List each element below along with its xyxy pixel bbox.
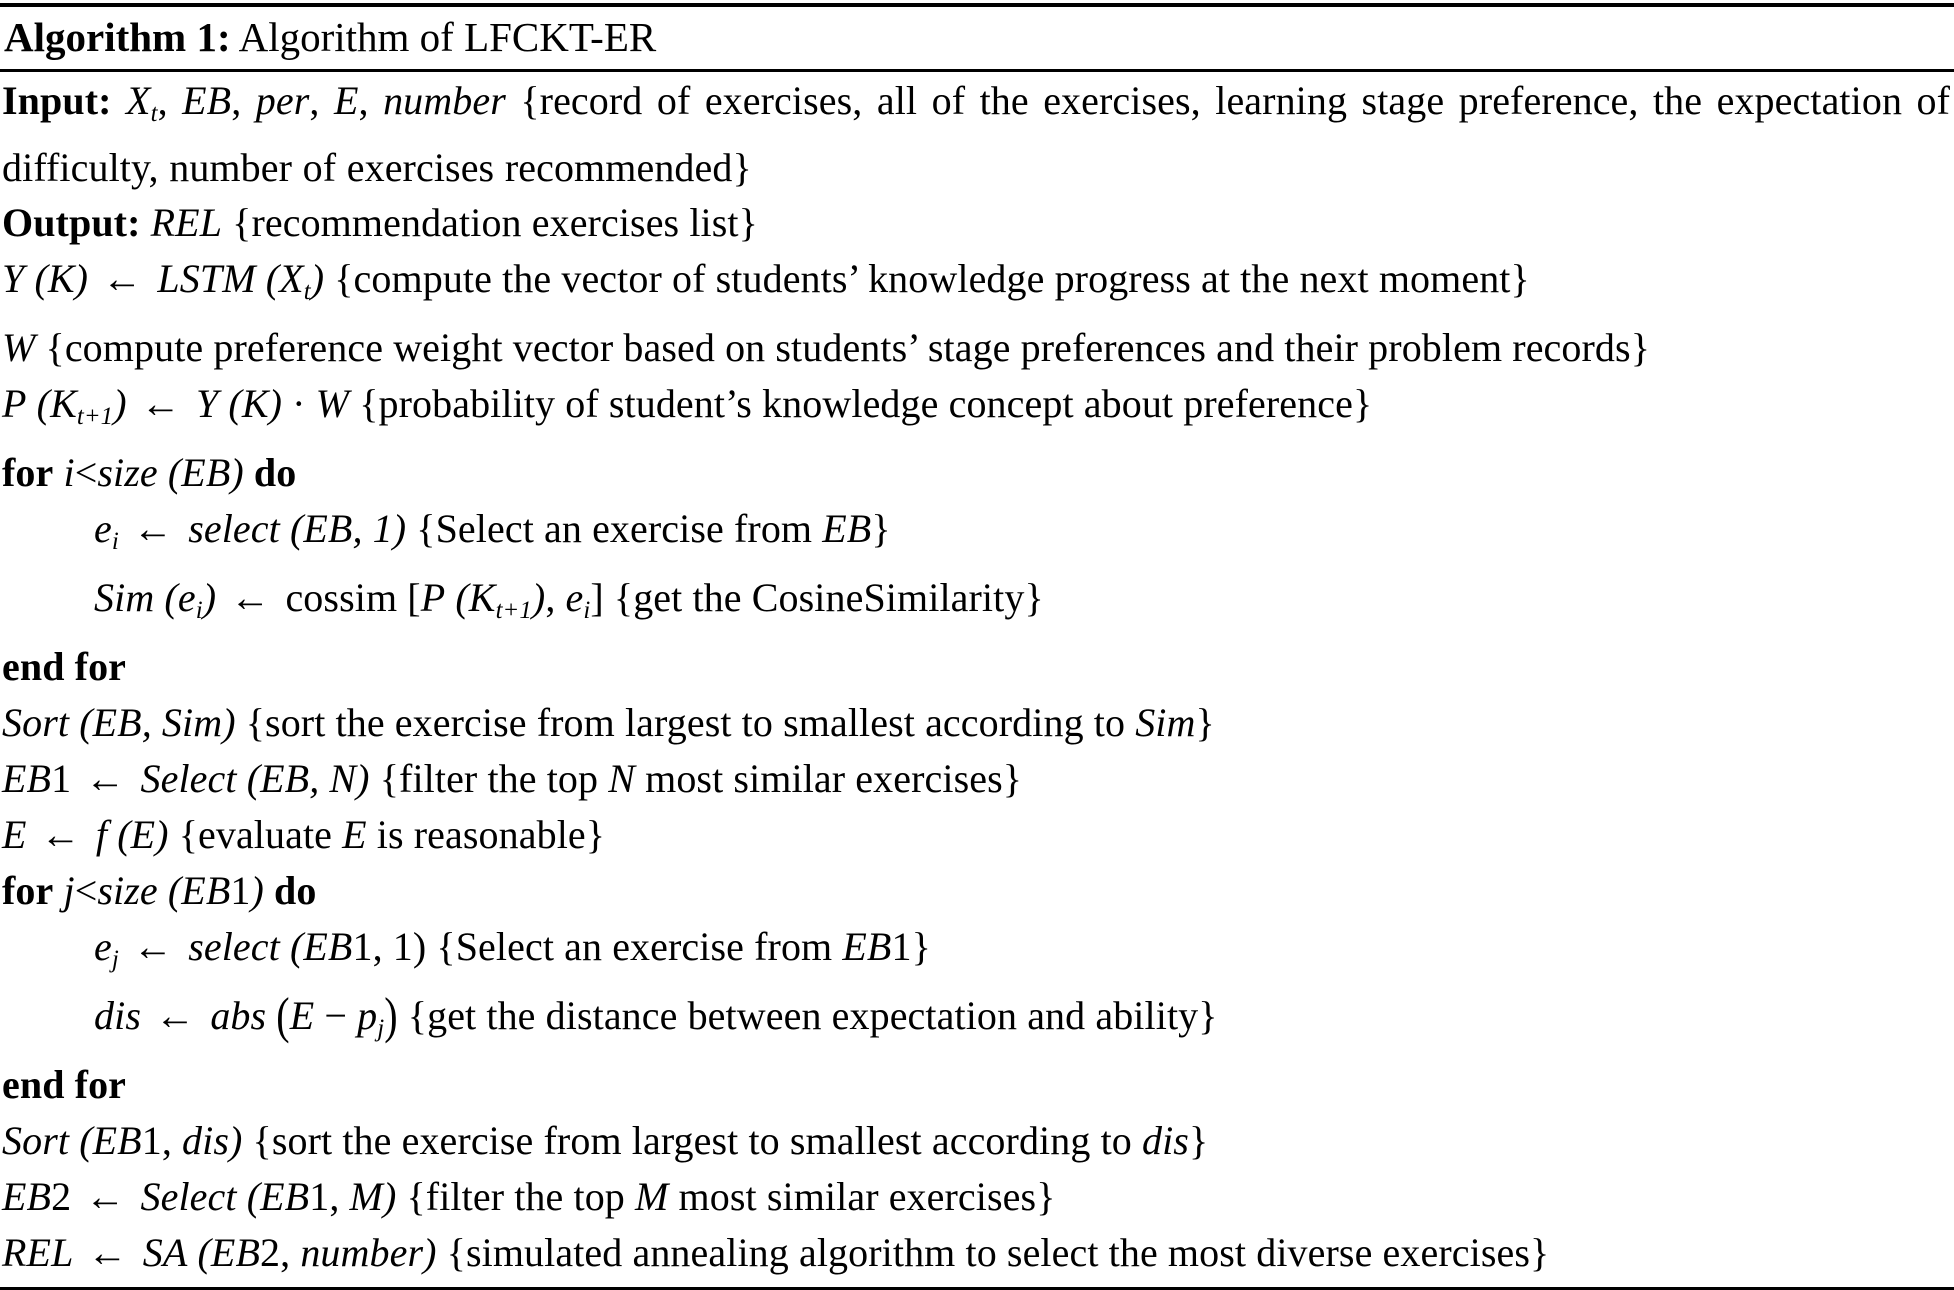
func-SA: SA	[142, 1229, 188, 1275]
numeral-1: 1	[141, 1117, 162, 1163]
var-per: per	[255, 78, 310, 123]
paren-close: )	[382, 1173, 397, 1219]
assign-arrow-icon: ←	[132, 923, 174, 969]
func-select: select	[188, 923, 280, 969]
assign-arrow-icon: ←	[140, 380, 181, 426]
paren-close: )	[229, 1117, 243, 1163]
rule-bottom	[0, 1287, 1954, 1290]
e-j-comment-end: }	[911, 923, 931, 969]
subscript-j: j	[377, 1014, 385, 1042]
for-keyword: for	[2, 867, 54, 913]
dot-operator-icon: ·	[292, 380, 306, 426]
var-W: W	[315, 380, 350, 426]
eb2-comment-start: {filter the top	[406, 1173, 635, 1219]
subscript-t: t	[303, 277, 311, 305]
y-lstm-comment: {compute the vector of students’ knowledge progress at the next moment}	[334, 255, 1530, 301]
eb2-comment-end: most similar exercises}	[668, 1173, 1056, 1219]
comma: ,	[329, 1173, 350, 1219]
paren-open: (	[276, 986, 290, 1044]
algorithm-line-e-j-select	[2, 919, 1954, 988]
assign-arrow-icon: ←	[155, 992, 196, 1038]
loop-var-j: j	[63, 867, 75, 913]
var-EB: EB	[822, 505, 872, 551]
output-comment: {recommendation exercises list}	[232, 199, 758, 245]
comma-2: ,	[231, 78, 256, 123]
subscript-t-plus-1: t+1	[76, 402, 114, 430]
algorithm-line-sim-cossim	[2, 570, 1954, 639]
subscript-i: i	[111, 527, 119, 555]
assign-arrow-icon: ←	[230, 574, 271, 620]
arg-E: (E)	[117, 811, 169, 857]
subscript-j: j	[111, 945, 119, 973]
do-keyword: do	[274, 867, 317, 913]
subscript-t: t	[150, 99, 158, 127]
paren-close: )	[310, 255, 325, 301]
subscript-i: i	[195, 596, 203, 624]
end-for-keyword: end for	[2, 1061, 127, 1107]
algorithm-line-end-for-2	[2, 1057, 1954, 1113]
func-select: select	[188, 505, 280, 551]
select-args: (EB, N)	[246, 755, 370, 801]
var-e: e	[94, 505, 112, 551]
assign-arrow-icon: ←	[87, 1229, 128, 1275]
algorithm-line-rel-sa	[2, 1225, 1954, 1281]
numeral-2: 2	[260, 1229, 281, 1275]
dis-comment: {get the distance between expectation and ability}	[407, 992, 1218, 1038]
var-EB: EB	[2, 1173, 52, 1219]
numeral-1: 1	[352, 923, 373, 969]
arg-EB1-open: (EB	[167, 867, 231, 913]
less-than-operator: <	[74, 449, 98, 495]
var-Y: Y	[2, 255, 25, 301]
algorithm-line-output	[2, 195, 1954, 251]
algorithm-line-sort-eb-sim	[2, 695, 1954, 751]
var-M: M	[349, 1173, 383, 1219]
sort-dis-comment-start: {sort the exercise from largest to smallest according to	[252, 1117, 1142, 1163]
var-P: P	[2, 380, 27, 426]
algorithm-line-p-k	[2, 376, 1954, 445]
algorithm-caption-title: Algorithm of LFCKT-ER	[238, 14, 657, 60]
e-i-comment-start: {Select an exercise from	[416, 505, 823, 551]
paren-close: )	[531, 574, 546, 620]
var-e: e	[565, 574, 584, 620]
e-j-comment-start: {Select an exercise from	[436, 923, 843, 969]
sort-comment-start: {sort the exercise from largest to smallest according to	[245, 699, 1136, 745]
comma: ,	[161, 1117, 183, 1163]
algorithm-block	[0, 3, 1954, 1290]
algorithm-line-eb2-select	[2, 1169, 1954, 1225]
func-Sort: Sort	[2, 699, 70, 745]
minus-operator: −	[324, 992, 348, 1038]
var-dis: dis	[94, 992, 141, 1038]
arg-EB: (EB)	[167, 449, 244, 495]
func-Sort: Sort	[2, 1117, 70, 1163]
arg-K: (K)	[34, 255, 89, 301]
algorithm-line-eb1-select	[2, 751, 1954, 807]
func-f: f	[95, 811, 108, 857]
numeral-2: 2	[51, 1173, 72, 1219]
numeral-1: 1	[230, 867, 251, 913]
var-REL: REL	[2, 1229, 74, 1275]
var-E: E	[289, 992, 315, 1038]
comma: ,	[280, 1229, 301, 1275]
var-Y: Y	[195, 380, 219, 426]
var-e: e	[94, 923, 112, 969]
func-Select: Select	[140, 755, 237, 801]
rel-comment: {simulated annealing algorithm to select the most diverse exercises}	[446, 1229, 1550, 1275]
func-size: size	[97, 867, 158, 913]
paren-close: )	[250, 867, 264, 913]
var-E: E	[333, 78, 359, 123]
algorithm-line-e-i-select	[2, 501, 1954, 570]
numeral-1: 1	[309, 1173, 330, 1219]
e-eval-comment-end: is reasonable}	[366, 811, 606, 857]
var-Sim: Sim	[1135, 699, 1196, 745]
e-i-comment-end: }	[871, 505, 891, 551]
paren-close: )	[423, 1229, 437, 1275]
var-N: N	[608, 755, 636, 801]
for-keyword: for	[2, 449, 54, 495]
sort-comment-end: }	[1195, 699, 1215, 745]
loop-var-i: i	[63, 449, 75, 495]
var-dis: dis	[1141, 1117, 1189, 1163]
arg-EB-open: (EB	[246, 1173, 310, 1219]
numeral-1: 1	[51, 755, 72, 801]
sim-comment: {get the CosineSimilarity}	[613, 574, 1044, 620]
paren-close: )	[202, 574, 217, 620]
arg-e-open: (e	[164, 574, 196, 620]
sort-dis-comment-end: }	[1188, 1117, 1209, 1163]
assign-arrow-icon: ←	[40, 811, 81, 857]
assign-arrow-icon: ←	[102, 255, 143, 301]
algorithm-line-end-for-1	[2, 639, 1954, 695]
assign-arrow-icon: ←	[132, 505, 174, 551]
do-keyword: do	[253, 449, 297, 495]
arg-X-open: (X	[265, 255, 304, 301]
comma: ,	[545, 574, 566, 620]
algorithm-line-for-i	[2, 445, 1954, 501]
comma-1: ,	[157, 78, 183, 123]
func-Sim: Sim	[94, 574, 155, 620]
var-Sim: Sim	[161, 699, 223, 745]
eb1-comment-end: most similar exercises}	[635, 755, 1023, 801]
algorithm-line-input	[2, 74, 1950, 195]
subscript-i: i	[583, 596, 591, 624]
algorithm-line-dis-abs	[2, 988, 1954, 1057]
var-dis: dis	[182, 1117, 229, 1163]
comma-4: ,	[358, 78, 384, 123]
eb1-comment-start: {filter the top	[379, 755, 609, 801]
output-keyword: Output:	[2, 199, 141, 245]
func-size: size	[97, 449, 158, 495]
algorithm-caption	[0, 7, 1954, 65]
bracket-close: ]	[590, 574, 604, 620]
func-Select: Select	[140, 1173, 237, 1219]
paren-close: )	[222, 699, 236, 745]
assign-arrow-icon: ←	[85, 1173, 126, 1219]
assign-arrow-icon: ←	[85, 755, 126, 801]
var-number: number	[383, 78, 506, 123]
end-for-keyword: end for	[2, 643, 127, 689]
algorithm-line-y-lstm	[2, 251, 1954, 320]
arg-EB-open: (EB	[197, 1229, 260, 1275]
p-k-comment: {probability of student’s knowledge concept about preference}	[359, 380, 1373, 426]
algorithm-caption-label: Algorithm 1:	[4, 14, 231, 60]
var-p: p	[357, 992, 378, 1038]
algorithm-line-sort-eb1-dis	[2, 1113, 1954, 1169]
input-keyword: Input:	[2, 78, 112, 123]
var-EB: EB	[182, 78, 232, 123]
bracket-open: [	[407, 574, 421, 620]
paren-close: )	[113, 380, 127, 426]
func-LSTM: LSTM	[157, 255, 256, 301]
algorithm-line-e-eval	[2, 807, 1954, 863]
var-EB: EB	[2, 755, 52, 801]
algorithm-body	[0, 72, 1954, 1281]
input-comment: {record of exercises, all of the exercises, learning stage preference, the expectation of difficulty, number of exercises recommended}	[2, 78, 1951, 190]
algorithm-line-w-weight	[2, 320, 1954, 376]
arg-K-open: (K	[36, 380, 77, 426]
select-args: (EB, 1)	[289, 505, 407, 551]
var-EB: EB	[842, 923, 892, 969]
func-cossim: cossim	[285, 574, 398, 620]
arg-EB-open: (EB	[79, 1117, 142, 1163]
sort-args-open: (EB,	[79, 699, 162, 745]
var-M: M	[635, 1173, 669, 1219]
arg-K: (K)	[228, 380, 283, 426]
less-than-operator: <	[74, 867, 98, 913]
func-abs: abs	[210, 992, 267, 1038]
select-args: , 1)	[372, 923, 427, 969]
var-P: P	[420, 574, 446, 620]
e-eval-comment-start: {evaluate	[178, 811, 343, 857]
subscript-t-plus-1: t+1	[495, 596, 532, 624]
arg-K-open: (K	[455, 574, 496, 620]
w-weight-comment: {compute preference weight vector based on students’ stage preferences and their problem records}	[45, 324, 1650, 370]
var-number: number	[300, 1229, 424, 1275]
var-REL: REL	[150, 199, 223, 245]
arg-EB-open: (EB	[289, 923, 353, 969]
var-E: E	[342, 811, 367, 857]
var-X: X	[126, 78, 151, 123]
var-E: E	[2, 811, 27, 857]
comma-3: ,	[309, 78, 334, 123]
algorithm-line-for-j	[2, 863, 1954, 919]
numeral-1: 1	[891, 923, 912, 969]
paren-close: )	[384, 986, 398, 1044]
var-W: W	[2, 324, 36, 370]
